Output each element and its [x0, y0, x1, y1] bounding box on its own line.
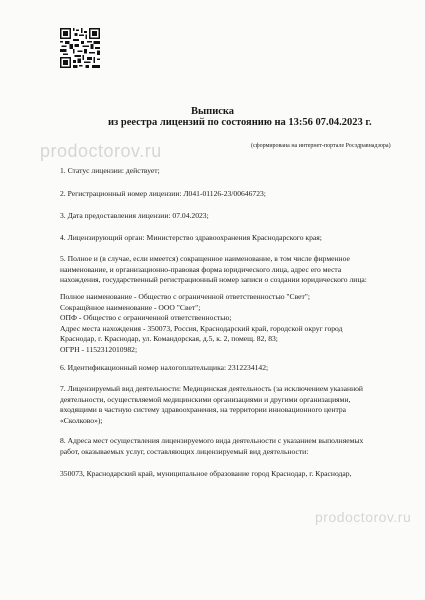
license-status: 1. Статус лицензии: действует; [60, 166, 160, 175]
text-line: наименование, и организационно-правовая форма юридического лица, адрес его места [60, 264, 342, 274]
watermark: prodoctorov.ru [40, 141, 162, 161]
document-subtitle: из реестра лицензий по состоянию на 13:56 07.04.2023 г. [108, 117, 372, 128]
formed-note: (сформирована на интернет-портале Росздравнадзора) [251, 143, 391, 149]
organization-details [60, 292, 405, 356]
document-title: Выписка [190, 106, 235, 117]
tax-id: 6. Идентификационный номер налогоплательщика: 2312234142; [60, 363, 269, 372]
licensing-authority: 4. Лицензирующий орган: Министерство здравоохранения Краснодарского края; [60, 233, 322, 242]
address-line: Краснодар, г. Краснодар, ул. Командорская, д.5, к. 2, помещ. 82, 83; [60, 334, 278, 344]
ogrn: ОГРН - 1152312010982; [60, 344, 138, 354]
text-line: нахождения, государственный регистрационный номер записи о создании юридического лица: [60, 275, 367, 285]
licensed-activity-section [60, 384, 405, 426]
text-line: 5. Полное и (в случае, если имеется) сокращенное наименование, в том числе фирменное [60, 254, 350, 263]
text-line: входящими в частную систему здравоохранения, на территории инновационного центра [60, 405, 347, 415]
activity-addresses-section [60, 436, 405, 457]
text-line: работ, оказываемых услуг, составляющих лицензируемый вид деятельности: [60, 446, 309, 456]
qr-code-icon [60, 28, 100, 68]
address-line: Адрес места нахождения - 350073, Россия, Краснодарский край, городской округ город [60, 323, 343, 333]
text-line: 7. Лицензируемый вид деятельности: Медицинская деятельность (за исключением указанной [60, 384, 363, 393]
license-date: 3. Дата предоставления лицензии: 07.04.2023; [60, 211, 209, 220]
organization-name-section [60, 254, 405, 286]
license-reg-number: 2. Регистрационный номер лицензии: Л041-01126-23/00646723; [60, 189, 266, 198]
legal-form: ОПФ - Общество с ограниченной ответственностью; [60, 313, 232, 323]
watermark-small: prodoctorov.ru [315, 509, 412, 525]
text-line: деятельности, осуществляемой медицинскими организациями и другими организациями, [60, 394, 351, 404]
full-name: Полное наименование - Общество с ограниченной ответственностью "Свет"; [60, 292, 311, 301]
short-name: Сокращённое наименование - ООО "Свет"; [60, 302, 201, 312]
activity-address: 350073, Краснодарский край, муниципальное образование город Краснодар, г. Краснодар, [60, 469, 352, 478]
text-line: «Сколково»); [60, 415, 103, 425]
text-line: 8. Адреса мест осуществления лицензируемого вида деятельности с указанием выполняемых [60, 436, 364, 445]
